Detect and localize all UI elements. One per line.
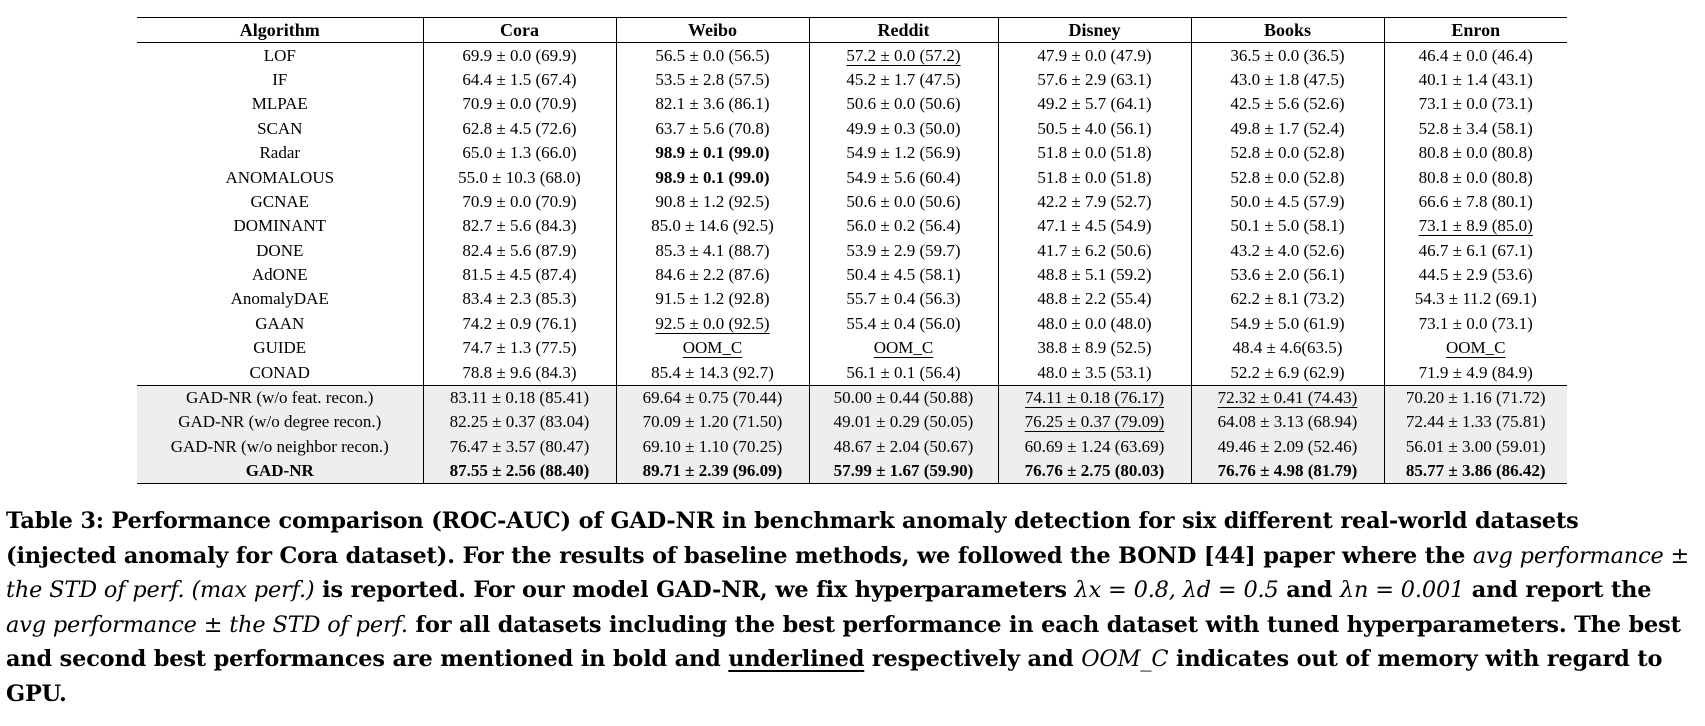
- score-value: 47.9 ± 0.0 (47.9): [1037, 45, 1152, 65]
- score-value: 78.8 ± 9.6 (84.3): [462, 362, 577, 382]
- score-value: 76.76 ± 4.98 (81.79): [1217, 461, 1358, 481]
- score-cell: [1191, 336, 1384, 360]
- score-cell: [1191, 190, 1384, 214]
- score-cell: [616, 385, 809, 410]
- score-value: 73.1 ± 0.0 (73.1): [1418, 313, 1533, 333]
- score-cell: [1384, 385, 1567, 410]
- algorithm-name: Radar: [259, 143, 301, 163]
- score-cell: [616, 336, 809, 360]
- score-cell: [809, 263, 998, 287]
- algorithm-name: GAD-NR: [245, 461, 314, 481]
- score-value: 49.9 ± 0.3 (50.0): [846, 118, 961, 138]
- score-cell: [809, 214, 998, 238]
- score-value: 36.5 ± 0.0 (36.5): [1230, 45, 1345, 65]
- algorithm-cell: [137, 459, 423, 484]
- score-value: 56.1 ± 0.1 (56.4): [846, 362, 961, 382]
- algorithm-cell: [137, 190, 423, 214]
- baseline-row: [137, 43, 1567, 68]
- score-value: 48.8 ± 2.2 (55.4): [1037, 289, 1152, 309]
- score-cell: [809, 385, 998, 410]
- score-cell: [423, 336, 616, 360]
- score-value: 69.64 ± 0.75 (70.44): [642, 388, 783, 408]
- algorithm-name: LOF: [263, 45, 296, 65]
- score-value: 91.5 ± 1.2 (92.8): [655, 289, 770, 309]
- score-value: 53.6 ± 2.0 (56.1): [1230, 265, 1345, 285]
- algorithm-name: GAAN: [255, 313, 305, 333]
- score-value: 52.8 ± 0.0 (52.8): [1230, 143, 1345, 163]
- score-cell: [423, 165, 616, 189]
- score-value: 49.01 ± 0.29 (50.05): [833, 412, 974, 432]
- score-value: 62.8 ± 4.5 (72.6): [462, 118, 577, 138]
- algorithm-name: CONAD: [249, 362, 310, 382]
- score-value: 50.1 ± 5.0 (58.1): [1230, 216, 1345, 236]
- score-cell: [1191, 141, 1384, 165]
- score-value: 55.7 ± 0.4 (56.3): [846, 289, 961, 309]
- score-value: 53.5 ± 2.8 (57.5): [655, 69, 770, 89]
- score-value: 74.7 ± 1.3 (77.5): [462, 338, 577, 358]
- score-value: 48.67 ± 2.04 (50.67): [833, 436, 974, 456]
- score-value: 52.2 ± 6.9 (62.9): [1230, 362, 1345, 382]
- score-value: 54.9 ± 5.6 (60.4): [846, 167, 961, 187]
- score-cell: [616, 117, 809, 141]
- score-cell: [1384, 190, 1567, 214]
- score-cell: [616, 459, 809, 484]
- algorithm-cell: [137, 360, 423, 385]
- score-cell: [423, 360, 616, 385]
- score-cell: [998, 190, 1191, 214]
- score-cell: [1384, 312, 1567, 336]
- score-cell: [998, 336, 1191, 360]
- score-cell: [1191, 117, 1384, 141]
- score-cell: [998, 214, 1191, 238]
- score-value: 48.0 ± 3.5 (53.1): [1037, 362, 1152, 382]
- score-value: OOM_C: [682, 338, 743, 358]
- score-cell: [998, 239, 1191, 263]
- score-cell: [998, 287, 1191, 311]
- score-value: 82.25 ± 0.37 (83.04): [449, 412, 590, 432]
- score-value: 80.8 ± 0.0 (80.8): [1418, 143, 1533, 163]
- score-value: 82.4 ± 5.6 (87.9): [462, 240, 577, 260]
- score-value: 72.32 ± 0.41 (74.43): [1217, 388, 1358, 408]
- score-cell: [423, 263, 616, 287]
- algorithm-name: DONE: [256, 240, 304, 260]
- table-caption: [6, 504, 1696, 711]
- score-value: 57.2 ± 0.0 (57.2): [846, 45, 961, 65]
- algorithm-name: AdONE: [251, 265, 308, 285]
- score-cell: [998, 43, 1191, 68]
- algorithm-cell: [137, 43, 423, 68]
- score-cell: [1384, 287, 1567, 311]
- score-cell: [1191, 165, 1384, 189]
- caption-text-6: respectively and: [864, 646, 1082, 672]
- score-value: 50.5 ± 4.0 (56.1): [1037, 118, 1152, 138]
- algorithm-cell: [137, 165, 423, 189]
- algorithm-name: DOMINANT: [233, 216, 327, 236]
- score-cell: [616, 435, 809, 459]
- score-cell: [1384, 410, 1567, 434]
- score-value: 47.1 ± 4.5 (54.9): [1037, 216, 1152, 236]
- score-value: 64.08 ± 3.13 (68.94): [1217, 412, 1358, 432]
- baseline-row: [137, 214, 1567, 238]
- score-value: 92.5 ± 0.0 (92.5): [655, 313, 770, 333]
- algorithm-name: SCAN: [257, 118, 303, 138]
- baseline-row: [137, 239, 1567, 263]
- score-value: 70.9 ± 0.0 (70.9): [462, 94, 577, 114]
- score-value: 73.1 ± 8.9 (85.0): [1418, 216, 1533, 236]
- score-value: 55.4 ± 0.4 (56.0): [846, 313, 961, 333]
- algorithm-cell: [137, 312, 423, 336]
- score-value: 70.20 ± 1.16 (71.72): [1405, 388, 1546, 408]
- score-value: 85.4 ± 14.3 (92.7): [651, 362, 774, 382]
- header-disney: Disney: [998, 18, 1191, 43]
- header-algorithm: Algorithm: [137, 18, 423, 43]
- score-value: OOM_C: [1445, 338, 1506, 358]
- score-cell: [616, 410, 809, 434]
- score-cell: [809, 360, 998, 385]
- score-value: 90.8 ± 1.2 (92.5): [655, 191, 770, 211]
- results-table: [137, 17, 1567, 484]
- score-value: 50.0 ± 4.5 (57.9): [1230, 191, 1345, 211]
- caption-text-4: and report the: [1464, 577, 1652, 603]
- score-value: OOM_C: [873, 338, 934, 358]
- score-cell: [1191, 92, 1384, 116]
- score-value: 42.5 ± 5.6 (52.6): [1230, 94, 1345, 114]
- score-value: 49.8 ± 1.7 (52.4): [1230, 118, 1345, 138]
- score-cell: [616, 92, 809, 116]
- score-cell: [423, 410, 616, 434]
- baseline-row: [137, 360, 1567, 385]
- baseline-row: [137, 68, 1567, 92]
- score-value: 46.7 ± 6.1 (67.1): [1418, 240, 1533, 260]
- score-value: 89.71 ± 2.39 (96.09): [642, 461, 783, 481]
- score-cell: [998, 117, 1191, 141]
- score-value: 52.8 ± 0.0 (52.8): [1230, 167, 1345, 187]
- score-cell: [1191, 263, 1384, 287]
- score-value: 55.0 ± 10.3 (68.0): [458, 167, 581, 187]
- score-value: 46.4 ± 0.0 (46.4): [1418, 45, 1533, 65]
- score-cell: [1384, 214, 1567, 238]
- caption-math-2: λn = 0.001: [1339, 577, 1465, 603]
- score-cell: [616, 68, 809, 92]
- score-value: 73.1 ± 0.0 (73.1): [1418, 94, 1533, 114]
- score-cell: [423, 190, 616, 214]
- score-cell: [423, 43, 616, 68]
- score-value: 85.77 ± 3.86 (86.42): [1405, 461, 1546, 481]
- score-value: 74.11 ± 0.18 (76.17): [1024, 388, 1165, 408]
- score-value: 43.2 ± 4.0 (52.6): [1230, 240, 1345, 260]
- baseline-row: [137, 336, 1567, 360]
- score-cell: [809, 117, 998, 141]
- score-cell: [998, 385, 1191, 410]
- score-value: 69.9 ± 0.0 (69.9): [462, 45, 577, 65]
- score-cell: [998, 165, 1191, 189]
- score-cell: [423, 117, 616, 141]
- score-value: 80.8 ± 0.0 (80.8): [1418, 167, 1533, 187]
- score-value: 64.4 ± 1.5 (67.4): [462, 69, 577, 89]
- algorithm-cell: [137, 263, 423, 287]
- score-value: 62.2 ± 8.1 (73.2): [1230, 289, 1345, 309]
- score-cell: [809, 410, 998, 434]
- caption-text-7: indicates out of memory with regard to GPU.: [6, 646, 1663, 707]
- score-cell: [1384, 68, 1567, 92]
- algorithm-cell: [137, 410, 423, 434]
- ablation-row: [137, 459, 1567, 484]
- score-cell: [998, 435, 1191, 459]
- score-cell: [616, 287, 809, 311]
- score-cell: [616, 141, 809, 165]
- header-row: [137, 18, 1567, 43]
- score-cell: [1384, 92, 1567, 116]
- score-cell: [423, 141, 616, 165]
- score-cell: [423, 239, 616, 263]
- score-cell: [1191, 435, 1384, 459]
- score-cell: [1191, 459, 1384, 484]
- score-cell: [809, 336, 998, 360]
- score-value: 48.4 ± 4.6(63.5): [1232, 338, 1343, 358]
- score-cell: [423, 459, 616, 484]
- score-value: 69.10 ± 1.10 (70.25): [642, 436, 783, 456]
- algorithm-name: GCNAE: [250, 191, 310, 211]
- caption-math-1: λx = 0.8, λd = 0.5: [1074, 577, 1279, 603]
- baseline-row: [137, 165, 1567, 189]
- algorithm-cell: [137, 141, 423, 165]
- score-cell: [1384, 165, 1567, 189]
- baseline-row: [137, 117, 1567, 141]
- score-cell: [1191, 214, 1384, 238]
- score-cell: [423, 214, 616, 238]
- score-value: 76.76 ± 2.75 (80.03): [1024, 461, 1165, 481]
- score-cell: [423, 68, 616, 92]
- algorithm-cell: [137, 68, 423, 92]
- score-cell: [998, 92, 1191, 116]
- score-cell: [423, 92, 616, 116]
- score-cell: [1384, 263, 1567, 287]
- score-cell: [809, 43, 998, 68]
- score-value: 53.9 ± 2.9 (59.7): [846, 240, 961, 260]
- score-value: 72.44 ± 1.33 (75.81): [1405, 412, 1546, 432]
- algorithm-name: GAD-NR (w/o degree recon.): [178, 412, 382, 432]
- score-cell: [616, 360, 809, 385]
- score-value: 38.8 ± 8.9 (52.5): [1037, 338, 1152, 358]
- score-value: 52.8 ± 3.4 (58.1): [1418, 118, 1533, 138]
- caption-text-5: for all datasets including the best performance in each dataset with tuned hyperparameters. The best and second best performances are mentioned in bold and: [6, 611, 1681, 672]
- score-value: 65.0 ± 1.3 (66.0): [462, 143, 577, 163]
- score-value: 76.47 ± 3.57 (80.47): [449, 436, 590, 456]
- baseline-row: [137, 287, 1567, 311]
- score-cell: [1191, 287, 1384, 311]
- score-cell: [1384, 360, 1567, 385]
- score-cell: [1191, 410, 1384, 434]
- score-value: 81.5 ± 4.5 (87.4): [462, 265, 577, 285]
- score-value: 40.1 ± 1.4 (43.1): [1418, 69, 1533, 89]
- score-cell: [998, 459, 1191, 484]
- score-cell: [1191, 68, 1384, 92]
- score-value: 49.46 ± 2.09 (52.46): [1217, 436, 1358, 456]
- caption-text-1: Table 3: Performance comparison (ROC-AUC) of GAD-NR in benchmark anomaly detection for six different real-world datasets (injected anomaly for Cora dataset). For the results of baseline methods, we followed the BOND [44] paper where the: [6, 508, 1579, 569]
- algorithm-cell: [137, 385, 423, 410]
- score-value: 98.9 ± 0.1 (99.0): [655, 143, 770, 163]
- score-cell: [809, 435, 998, 459]
- score-value: 83.4 ± 2.3 (85.3): [462, 289, 577, 309]
- header-cora: Cora: [423, 18, 616, 43]
- score-cell: [809, 68, 998, 92]
- algorithm-name: ANOMALOUS: [225, 167, 335, 187]
- score-value: 41.7 ± 6.2 (50.6): [1037, 240, 1152, 260]
- algorithm-name: GAD-NR (w/o feat. recon.): [186, 388, 374, 408]
- algorithm-cell: [137, 117, 423, 141]
- score-cell: [616, 165, 809, 189]
- algorithm-cell: [137, 336, 423, 360]
- caption-italic-2: avg performance ± the STD of perf.: [6, 611, 408, 638]
- score-cell: [809, 459, 998, 484]
- header-enron: Enron: [1384, 18, 1567, 43]
- score-value: 51.8 ± 0.0 (51.8): [1037, 143, 1152, 163]
- score-value: 66.6 ± 7.8 (80.1): [1418, 191, 1533, 211]
- score-cell: [809, 141, 998, 165]
- score-value: 87.55 ± 2.56 (88.40): [449, 461, 590, 481]
- ablation-row: [137, 410, 1567, 434]
- score-value: 76.25 ± 0.37 (79.09): [1024, 412, 1165, 432]
- score-value: 63.7 ± 5.6 (70.8): [655, 118, 770, 138]
- score-value: 82.1 ± 3.6 (86.1): [655, 94, 770, 114]
- score-cell: [1191, 43, 1384, 68]
- score-value: 60.69 ± 1.24 (63.69): [1024, 436, 1165, 456]
- score-cell: [616, 312, 809, 336]
- score-value: 50.6 ± 0.0 (50.6): [846, 94, 961, 114]
- score-cell: [1191, 360, 1384, 385]
- score-cell: [616, 239, 809, 263]
- caption-underlined: underlined: [728, 646, 865, 672]
- algorithm-name: GUIDE: [253, 338, 307, 358]
- score-value: 51.8 ± 0.0 (51.8): [1037, 167, 1152, 187]
- score-cell: [998, 410, 1191, 434]
- score-cell: [1384, 43, 1567, 68]
- ablation-row: [137, 385, 1567, 410]
- score-cell: [1384, 141, 1567, 165]
- header-books: Books: [1191, 18, 1384, 43]
- score-cell: [616, 263, 809, 287]
- score-cell: [998, 360, 1191, 385]
- caption-italic-1: avg performance ± the STD of perf. (max perf.): [6, 542, 1690, 603]
- score-cell: [809, 92, 998, 116]
- score-value: 83.11 ± 0.18 (85.41): [449, 388, 590, 408]
- score-value: 85.3 ± 4.1 (88.7): [655, 240, 770, 260]
- score-cell: [423, 435, 616, 459]
- score-value: 43.0 ± 1.8 (47.5): [1230, 69, 1345, 89]
- score-cell: [809, 190, 998, 214]
- score-cell: [616, 214, 809, 238]
- score-value: 54.9 ± 1.2 (56.9): [846, 143, 961, 163]
- score-cell: [998, 263, 1191, 287]
- score-cell: [1191, 239, 1384, 263]
- score-cell: [1191, 312, 1384, 336]
- score-value: 98.9 ± 0.1 (99.0): [655, 167, 770, 187]
- caption-text-2: is reported. For our model GAD-NR, we fix hyperparameters: [314, 577, 1075, 603]
- score-cell: [1384, 459, 1567, 484]
- header-reddit: Reddit: [809, 18, 998, 43]
- score-value: 71.9 ± 4.9 (84.9): [1418, 362, 1533, 382]
- score-value: 49.2 ± 5.7 (64.1): [1037, 94, 1152, 114]
- score-value: 54.3 ± 11.2 (69.1): [1414, 289, 1537, 309]
- score-value: 85.0 ± 14.6 (92.5): [651, 216, 774, 236]
- score-value: 70.09 ± 1.20 (71.50): [642, 412, 783, 432]
- score-cell: [998, 312, 1191, 336]
- score-cell: [1384, 239, 1567, 263]
- score-value: 44.5 ± 2.9 (53.6): [1418, 265, 1533, 285]
- score-value: 56.0 ± 0.2 (56.4): [846, 216, 961, 236]
- score-value: 45.2 ± 1.7 (47.5): [846, 69, 961, 89]
- score-cell: [423, 312, 616, 336]
- score-value: 50.4 ± 4.5 (58.1): [846, 265, 961, 285]
- baseline-row: [137, 141, 1567, 165]
- baseline-row: [137, 190, 1567, 214]
- score-value: 84.6 ± 2.2 (87.6): [655, 265, 770, 285]
- score-cell: [1191, 385, 1384, 410]
- score-value: 57.99 ± 1.67 (59.90): [833, 461, 974, 481]
- caption-text-3: and: [1278, 577, 1340, 603]
- baseline-row: [137, 312, 1567, 336]
- score-cell: [998, 141, 1191, 165]
- score-cell: [809, 287, 998, 311]
- algorithm-name: GAD-NR (w/o neighbor recon.): [170, 436, 389, 456]
- algorithm-cell: [137, 92, 423, 116]
- algorithm-cell: [137, 435, 423, 459]
- score-cell: [809, 239, 998, 263]
- score-cell: [809, 312, 998, 336]
- algorithm-name: IF: [272, 69, 288, 89]
- algorithm-cell: [137, 214, 423, 238]
- algorithm-name: AnomalyDAE: [230, 289, 329, 309]
- score-value: 70.9 ± 0.0 (70.9): [462, 191, 577, 211]
- baseline-row: [137, 263, 1567, 287]
- score-value: 48.8 ± 5.1 (59.2): [1037, 265, 1152, 285]
- score-value: 56.5 ± 0.0 (56.5): [655, 45, 770, 65]
- score-value: 56.01 ± 3.00 (59.01): [1405, 436, 1546, 456]
- score-value: 57.6 ± 2.9 (63.1): [1037, 69, 1152, 89]
- score-value: 42.2 ± 7.9 (52.7): [1037, 191, 1152, 211]
- score-cell: [423, 287, 616, 311]
- score-cell: [1384, 336, 1567, 360]
- baseline-row: [137, 92, 1567, 116]
- header-weibo: Weibo: [616, 18, 809, 43]
- algorithm-name: MLPAE: [251, 94, 308, 114]
- caption-italic-3: OOM_C: [1081, 646, 1169, 672]
- score-cell: [1384, 435, 1567, 459]
- algorithm-cell: [137, 239, 423, 263]
- score-value: 50.6 ± 0.0 (50.6): [846, 191, 961, 211]
- score-value: 74.2 ± 0.9 (76.1): [462, 313, 577, 333]
- score-cell: [616, 43, 809, 68]
- ablation-row: [137, 435, 1567, 459]
- score-cell: [809, 165, 998, 189]
- score-value: 50.00 ± 0.44 (50.88): [833, 388, 974, 408]
- score-cell: [423, 385, 616, 410]
- score-value: 82.7 ± 5.6 (84.3): [462, 216, 577, 236]
- algorithm-cell: [137, 287, 423, 311]
- score-cell: [998, 68, 1191, 92]
- score-cell: [1384, 117, 1567, 141]
- score-cell: [616, 190, 809, 214]
- score-value: 48.0 ± 0.0 (48.0): [1037, 313, 1152, 333]
- score-value: 54.9 ± 5.0 (61.9): [1230, 313, 1345, 333]
